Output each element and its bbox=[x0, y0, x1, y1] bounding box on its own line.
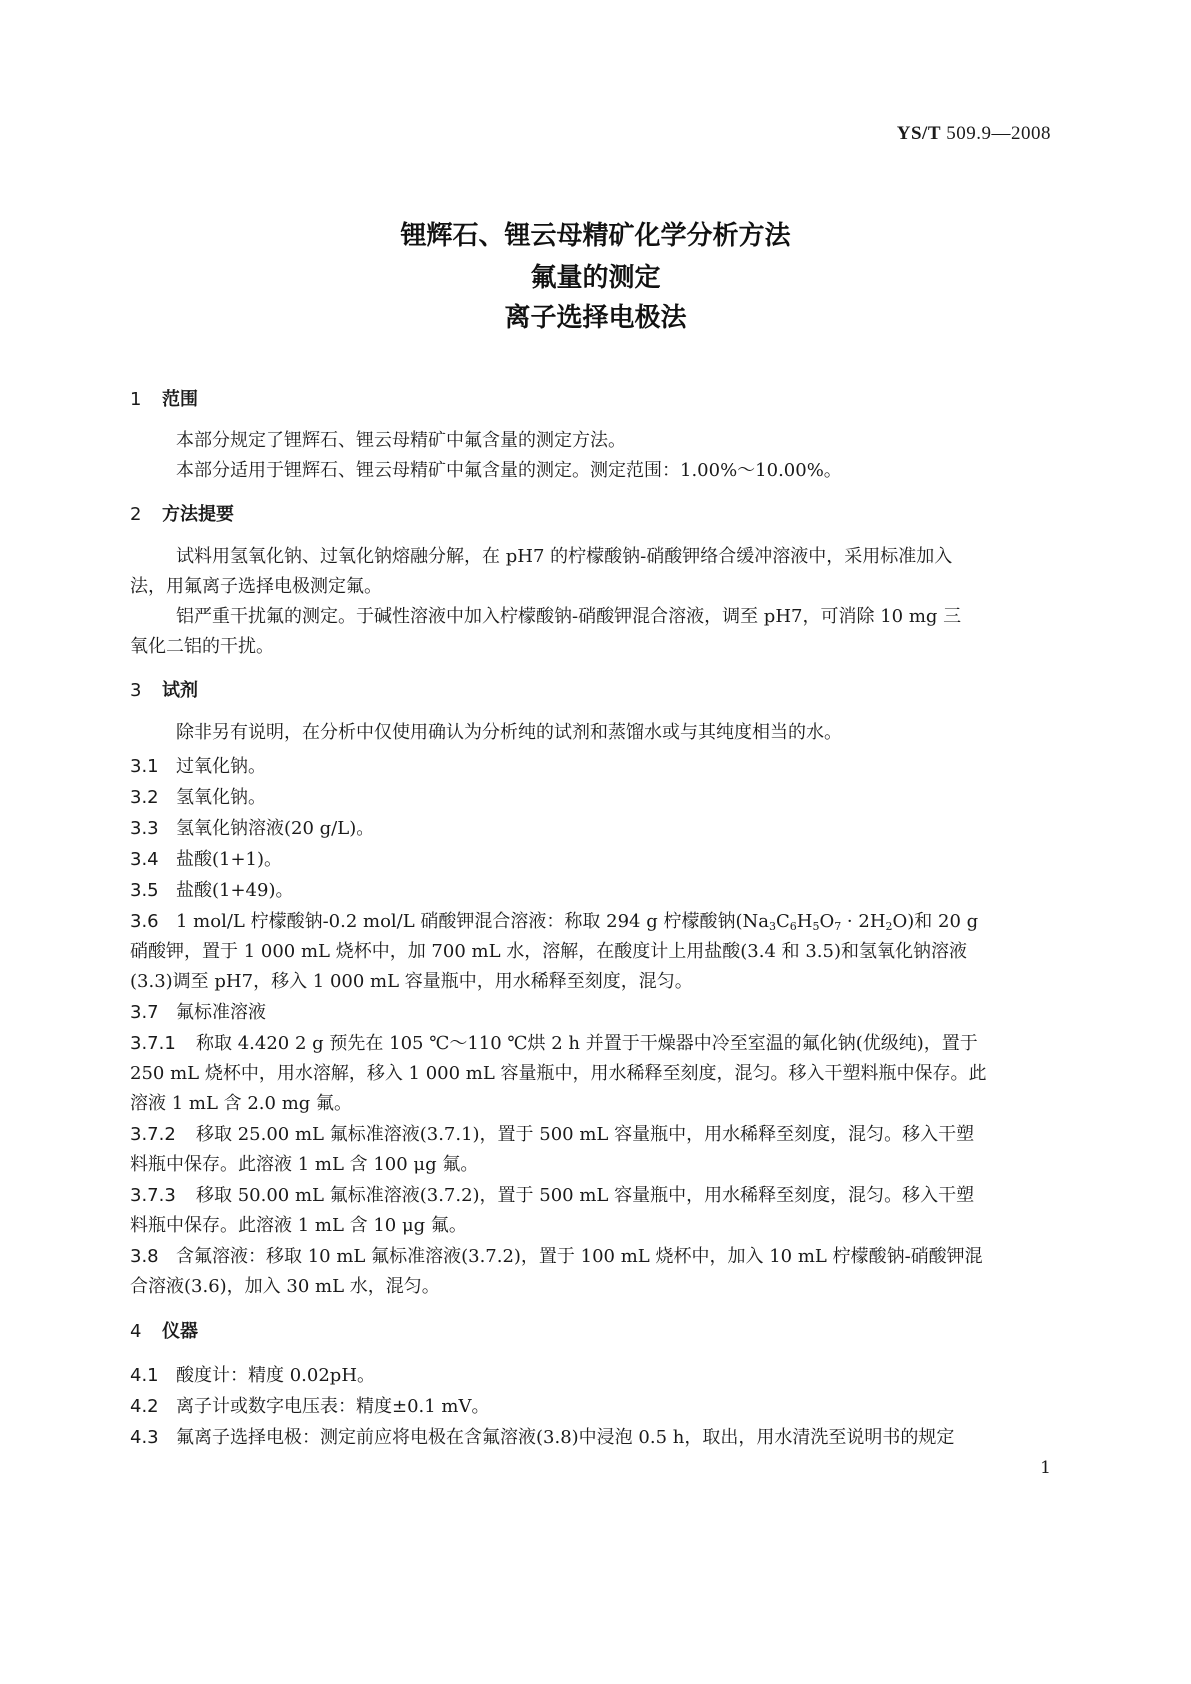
clause-text: 称取 4.420 2 g 预先在 105 ℃～110 ℃烘 2 h 并置于干燥器中冷至室温的氟化钠(优级纯)，置于 bbox=[196, 1033, 978, 1054]
section-3-heading bbox=[130, 676, 198, 705]
section-2-paragraph-1-line-1: 试料用氢氧化钠、过氧化钠熔融分解，在 pH7 的柠檬酸钠-硝酸钾络合缓冲溶液中，采用标准加入 bbox=[176, 546, 953, 567]
clause-text: 移取 25.00 mL 氟标准溶液(3.7.1)，置于 500 mL 容量瓶中，用水稀释至刻度，混匀。移入干塑 bbox=[196, 1124, 975, 1145]
subscript: 7 bbox=[834, 920, 842, 933]
section-number: 4 bbox=[130, 1321, 142, 1342]
section-label: 范围 bbox=[162, 389, 198, 410]
section-4-heading bbox=[130, 1317, 198, 1346]
subscript: 3 bbox=[768, 920, 776, 933]
section-number: 2 bbox=[130, 504, 142, 525]
section-2-paragraph-2-line-1: 铝严重干扰氟的测定。于碱性溶液中加入柠檬酸钠-硝酸钾混合溶液，调至 pH7，可消除 10 mg 三 bbox=[176, 606, 962, 627]
clause-3-7-3-line-1 bbox=[130, 1181, 974, 1210]
clause-number: 3.3 bbox=[130, 818, 159, 839]
clause-4-2 bbox=[130, 1392, 490, 1421]
formula-part: H bbox=[796, 911, 813, 932]
clause-3-1 bbox=[130, 752, 266, 781]
clause-text: 氟离子选择电极：测定前应将电极在含氟溶液(3.8)中浸泡 0.5 h，取出，用水清洗至说明书的规定 bbox=[176, 1427, 955, 1448]
clause-text: 酸度计：精度 0.02pH。 bbox=[176, 1365, 376, 1386]
clause-number: 3.7 bbox=[130, 1002, 159, 1023]
section-3-intro: 除非另有说明，在分析中仅使用确认为分析纯的试剂和蒸馏水或与其纯度相当的水。 bbox=[176, 722, 842, 743]
clause-3-6-line-3: (3.3)调至 pH7，移入 1 000 mL 容量瓶中，用水稀释至刻度，混匀。 bbox=[130, 971, 693, 992]
subscript: 2 bbox=[885, 920, 893, 933]
clause-3-5 bbox=[130, 876, 293, 905]
section-2-paragraph-1-line-2: 法，用氟离子选择电极测定氟。 bbox=[130, 576, 382, 597]
clause-number: 3.7.1 bbox=[130, 1033, 176, 1054]
clause-number: 3.6 bbox=[130, 911, 159, 932]
clause-number: 3.7.3 bbox=[130, 1185, 176, 1206]
clause-number: 3.5 bbox=[130, 880, 159, 901]
clause-3-6-line-1 bbox=[130, 907, 978, 936]
clause-3-6-line-2: 硝酸钾，置于 1 000 mL 烧杯中，加 700 mL 水，溶解，在酸度计上用盐酸(3.4 和 3.5)和氢氧化钠溶液 bbox=[130, 941, 967, 962]
clause-text: 含氟溶液：移取 10 mL 氟标准溶液(3.7.2)，置于 100 mL 烧杯中，加入 10 mL 柠檬酸钠-硝酸钾混 bbox=[176, 1246, 983, 1267]
section-1-paragraph-2: 本部分适用于锂辉石、锂云母精矿中氟含量的测定。测定范围：1.00%～10.00%。 bbox=[176, 460, 842, 481]
clause-number: 3.2 bbox=[130, 787, 159, 808]
clause-text: 氢氧化钠溶液(20 g/L)。 bbox=[176, 818, 375, 839]
clause-number: 3.4 bbox=[130, 849, 159, 870]
clause-text: 氟标准溶液 bbox=[176, 1002, 266, 1023]
standard-number: 509.9—2008 bbox=[946, 123, 1051, 144]
section-1-paragraph-1: 本部分规定了锂辉石、锂云母精矿中氟含量的测定方法。 bbox=[176, 430, 626, 451]
clause-3-7-2-line-2: 料瓶中保存。此溶液 1 mL 含 100 μg 氟。 bbox=[130, 1154, 479, 1175]
clause-text: 盐酸(1+1)。 bbox=[176, 849, 283, 870]
section-number: 1 bbox=[130, 389, 142, 410]
title-line-1: 锂辉石、锂云母精矿化学分析方法 bbox=[400, 221, 791, 251]
title-line-2: 氟量的测定 bbox=[530, 263, 661, 293]
section-number: 3 bbox=[130, 680, 142, 701]
subscript: 6 bbox=[789, 920, 797, 933]
clause-number: 4.1 bbox=[130, 1365, 159, 1386]
clause-number: 4.2 bbox=[130, 1396, 159, 1417]
formula-part: · 2H bbox=[841, 911, 886, 932]
clause-number: 3.8 bbox=[130, 1246, 159, 1267]
clause-text: O)和 20 g bbox=[892, 911, 979, 932]
formula-part: O bbox=[819, 911, 835, 932]
clause-number: 3.7.2 bbox=[130, 1124, 176, 1145]
clause-text: 1 mol/L 柠檬酸钠-0.2 mol/L 硝酸钾混合溶液：称取 294 g 柠檬酸钠(Na bbox=[176, 911, 769, 932]
clause-3-7-1-line-3: 溶液 1 mL 含 2.0 mg 氟。 bbox=[130, 1093, 353, 1114]
formula-part: C bbox=[775, 911, 790, 932]
section-2-heading bbox=[130, 500, 234, 529]
standard-code bbox=[897, 123, 1051, 145]
clause-3-3 bbox=[130, 814, 374, 843]
clause-text: 过氧化钠。 bbox=[176, 756, 266, 777]
section-label: 试剂 bbox=[162, 680, 198, 701]
clause-3-2 bbox=[130, 783, 266, 812]
section-label: 方法提要 bbox=[162, 504, 234, 525]
section-1-heading bbox=[130, 385, 198, 414]
title-line-3: 离子选择电极法 bbox=[504, 303, 687, 333]
clause-text: 盐酸(1+49)。 bbox=[176, 880, 294, 901]
section-label: 仪器 bbox=[162, 1321, 198, 1342]
page-number: 1 bbox=[1040, 1458, 1051, 1478]
clause-number: 3.1 bbox=[130, 756, 159, 777]
clause-3-7 bbox=[130, 998, 266, 1027]
clause-3-7-3-line-2: 料瓶中保存。此溶液 1 mL 含 10 μg 氟。 bbox=[130, 1215, 467, 1236]
clause-text: 离子计或数字电压表：精度±0.1 mV。 bbox=[176, 1396, 490, 1417]
clause-3-8-line-2: 合溶液(3.6)，加入 30 mL 水，混匀。 bbox=[130, 1276, 440, 1297]
clause-number: 4.3 bbox=[130, 1427, 159, 1448]
clause-3-4 bbox=[130, 845, 282, 874]
clause-text: 移取 50.00 mL 氟标准溶液(3.7.2)，置于 500 mL 容量瓶中，用水稀释至刻度，混匀。移入干塑 bbox=[196, 1185, 975, 1206]
clause-4-1 bbox=[130, 1361, 375, 1390]
clause-3-7-1-line-1 bbox=[130, 1029, 978, 1058]
clause-3-7-1-line-2: 250 mL 烧杯中，用水溶解，移入 1 000 mL 容量瓶中，用水稀释至刻度，混匀。移入干塑料瓶中保存。此 bbox=[130, 1063, 987, 1084]
clause-text: 氢氧化钠。 bbox=[176, 787, 266, 808]
clause-4-3 bbox=[130, 1423, 954, 1452]
standard-prefix: YS/T bbox=[896, 123, 941, 144]
clause-3-7-2-line-1 bbox=[130, 1120, 974, 1149]
clause-3-8-line-1 bbox=[130, 1242, 983, 1271]
subscript: 5 bbox=[812, 920, 820, 933]
section-2-paragraph-2-line-2: 氧化二铝的干扰。 bbox=[130, 636, 274, 657]
